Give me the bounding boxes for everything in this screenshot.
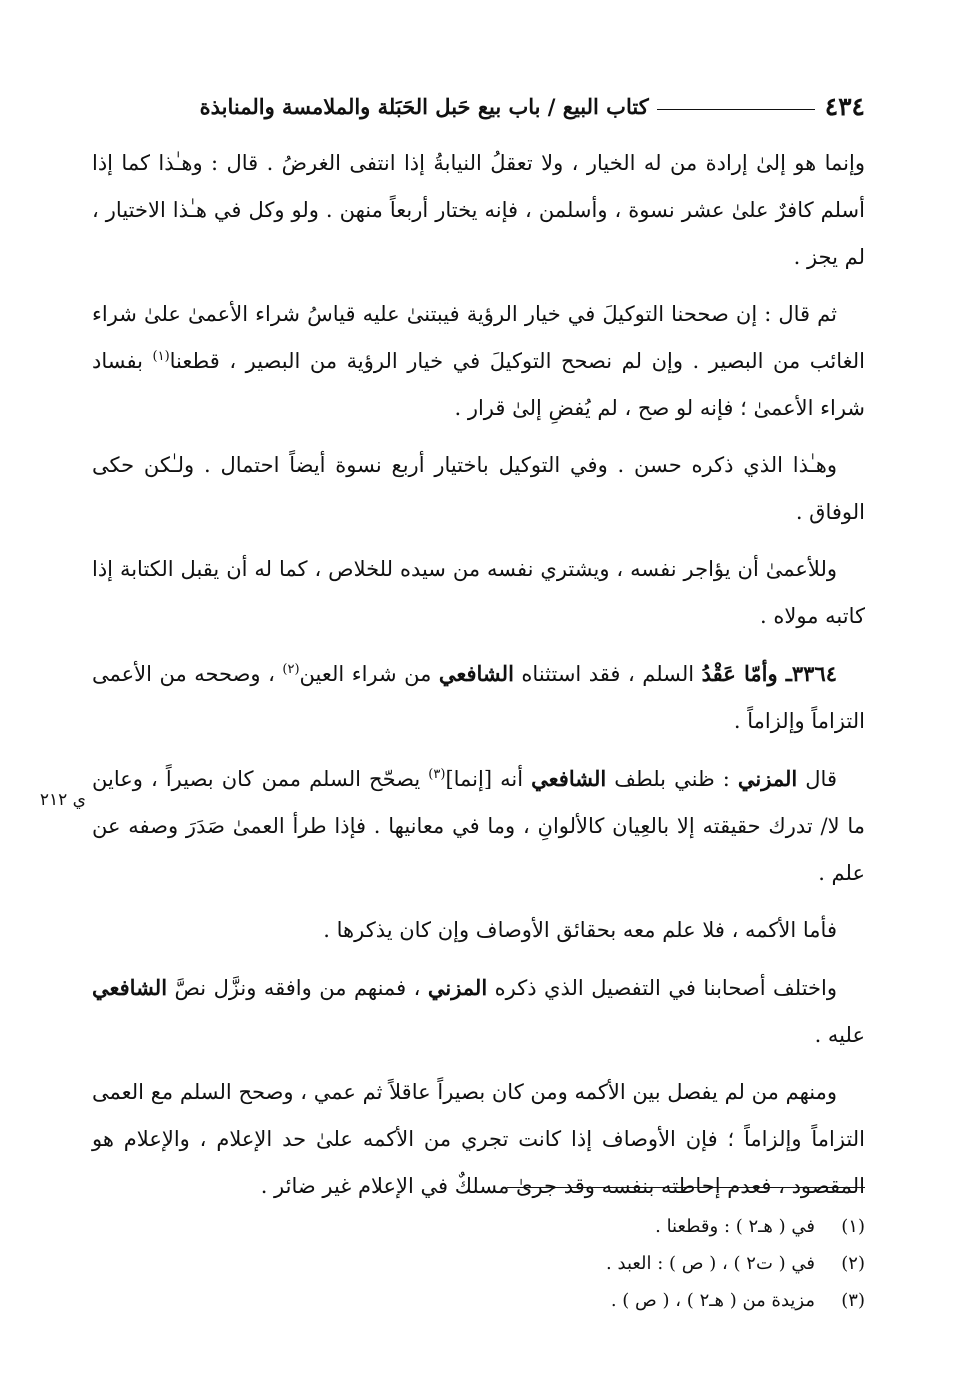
- paragraph-text: يصحّح السلم ممن كان بصيراً ، وعاين ما لا/ تدرك حقيقته إلا بالعِيان كالألوانِ ، وما في معانيها . فإذا طرأ العمىٰ صَدَرَ وصفه عن علم .: [92, 767, 865, 885]
- paragraph-text: قال: [797, 767, 837, 791]
- footnotes: [305, 1208, 865, 1319]
- paragraph: [92, 1069, 865, 1210]
- emphasized-text: المزني: [427, 975, 488, 1000]
- footnote-reference: (١): [152, 349, 170, 364]
- footnote-reference: (٢): [282, 662, 300, 677]
- emphasized-text: المزني: [737, 766, 798, 791]
- paragraph: [92, 650, 865, 745]
- footnote: [305, 1282, 865, 1319]
- paragraph-text: من شراء العين: [299, 662, 439, 686]
- emphasized-text: الشافعي: [92, 975, 168, 1000]
- paragraph: [92, 442, 865, 536]
- paragraph-text: عليه .: [814, 1023, 865, 1047]
- margin-note: ي ٢١٢: [39, 790, 86, 810]
- footnote-rule: [507, 1187, 865, 1188]
- footnote: [305, 1208, 865, 1245]
- footnote-number: (٢): [841, 1253, 865, 1274]
- paragraph-text: فأما الأكمه ، فلا علم معه بحقائق الأوصاف وإن كان يذكرها .: [323, 918, 837, 942]
- footnote-text: في ( هـ٢ ) : وقطعنا .: [655, 1216, 815, 1237]
- paragraph-text: ثم قال : إن صححنا التوكيلَ في خيار الرؤية فيبتنىٰ عليه قياسُ شراء الأعمىٰ علىٰ شراء الغائب من البصير . وإن لم نصحح التوكيلَ في خيار الرؤية من البصير ، قطعنا: [92, 302, 865, 373]
- paragraph-text: أنه [إنما]: [445, 767, 532, 791]
- page-number: ٤٣٤: [824, 91, 865, 121]
- paragraph: [92, 907, 865, 954]
- footnote-text: مزيدة من ( هـ٢ ) ، ( ص ) .: [610, 1290, 815, 1311]
- paragraph-text: واختلف أصحابنا في التفصيل الذي ذكره: [487, 976, 837, 1000]
- paragraph-text: وهـٰذا الذي ذكره حسن . وفي التوكيل باختيار أربع نسوة أيضاً احتمال . ولـٰكن حكى الوفاق .: [92, 453, 865, 524]
- paragraph-text: بفساد شراء الأعمىٰ ؛ فإنه لو صح ، لم يُفضِ إلىٰ قرار .: [92, 349, 865, 420]
- emphasized-text: ٣٣٦٤ـ وأمّا عَقْدُ: [701, 661, 838, 686]
- header-rule: [657, 109, 815, 110]
- paragraph-text: : ظني بلطف: [606, 767, 738, 791]
- paragraph: [92, 755, 865, 897]
- paragraph: [92, 546, 865, 640]
- footnote-number: (٣): [841, 1290, 865, 1311]
- running-title: كتاب البيع / باب بيع حَبل الحَبَلة والملامسة والمنابذة: [199, 93, 649, 119]
- paragraph: [92, 291, 865, 432]
- paragraph-text: وإنما هو إلىٰ إرادة من له الخيار ، ولا تعقلُ النيابةُ إذا انتفى الغرضُ . قال : وهـٰذا كما إذا أسلم كافرٌ علىٰ عشر نسوة ، وأسلمن ، فإنه يختار أربعاً منهن . ولو وكل في هـٰذا الاختيار ، لم يجز .: [92, 151, 865, 269]
- footnote-text: في ( ت٢ ) ، ( ص ) : العبد .: [606, 1253, 815, 1274]
- body-text: [92, 140, 865, 1220]
- paragraph-text: ، وصححه من الأعمى التزاماً وإلزاماً .: [92, 662, 865, 733]
- footnote-number: (١): [841, 1216, 865, 1237]
- page-header: [92, 86, 865, 126]
- paragraph-text: وللأعمىٰ أن يؤاجر نفسه ، ويشتري نفسه من سيده للخلاص ، كما له أن يقبل الكتابة إذا كاتبه مولاه .: [92, 557, 865, 628]
- footnote-reference: (٣): [428, 767, 446, 782]
- paragraph-text: ، فمنهم من وافقه ونزَّل نصَّ: [167, 976, 428, 1000]
- paragraph-text: ومنهم من لم يفصل بين الأكمه ومن كان بصيراً عاقلاً ثم عمي ، وصحح السلم مع العمى التزاماً وإلزاماً ؛ فإن الأوصاف إذا كانت تجري من الأكمه علىٰ حد الإعلام ، والإعلام هو المقصود ، فعدم إحاطته بنفسه وقد جرىٰ مسلكٌ في الإعلام غير ضائر .: [92, 1080, 865, 1198]
- footnote: [305, 1245, 865, 1282]
- paragraph: [92, 140, 865, 281]
- emphasized-text: الشافعي: [531, 766, 607, 791]
- paragraph: [92, 964, 865, 1059]
- emphasized-text: الشافعي: [438, 661, 514, 686]
- paragraph-text: السلم ، فقد استثناه: [513, 662, 702, 686]
